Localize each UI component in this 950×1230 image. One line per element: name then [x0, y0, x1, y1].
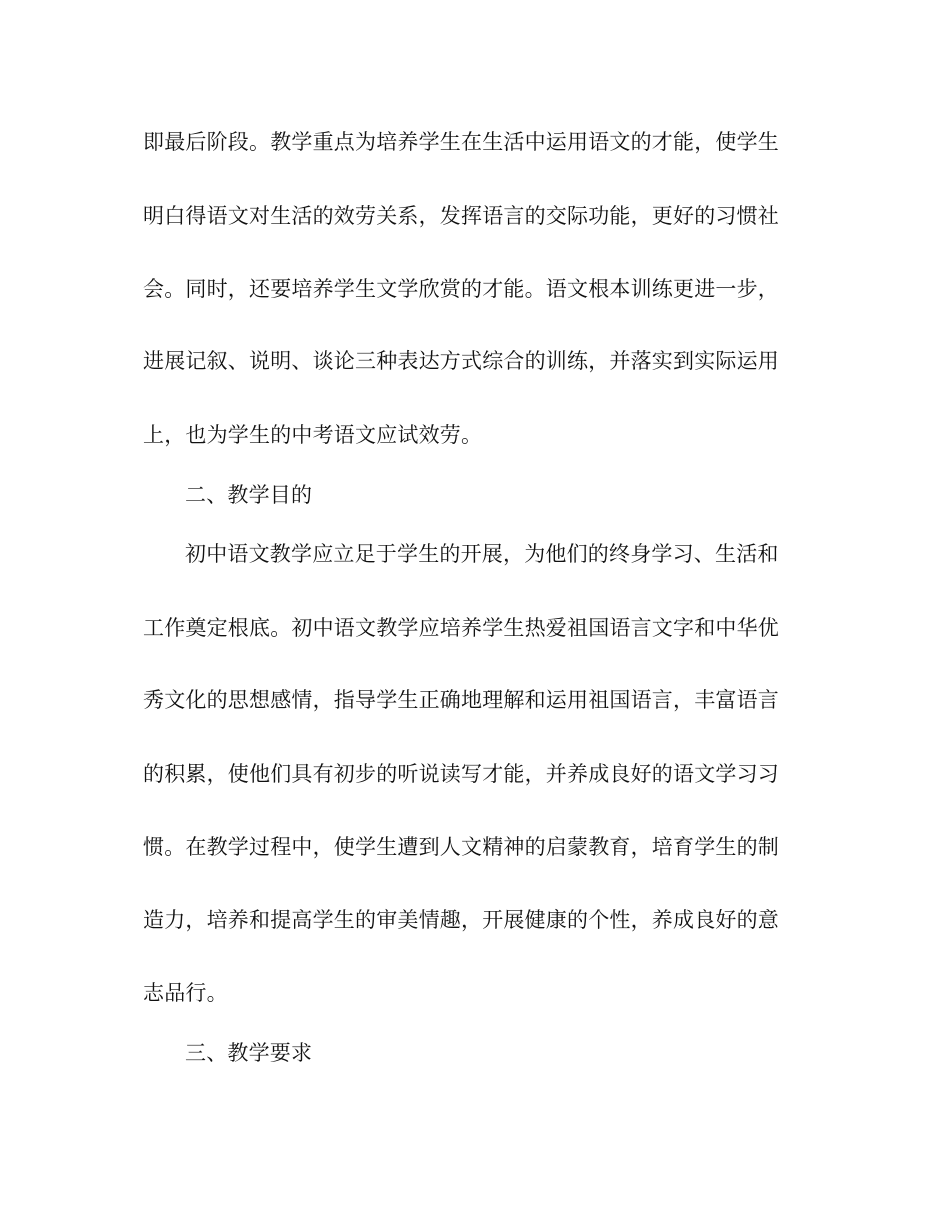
paragraph-line: 惯。在教学过程中，使学生遭到人文精神的启蒙教育，培育学生的制 — [143, 835, 779, 859]
paragraph-line: 志品行。 — [143, 981, 228, 1005]
paragraph-line: 进展记叙、说明、谈论三种表达方式综合的训练，并落实到实际运用 — [143, 349, 779, 373]
paragraph-line: 工作奠定根底。初中语文教学应培养学生热爱祖国语言文字和中华优 — [143, 616, 779, 640]
paragraph-line: 秀文化的思想感情，指导学生正确地理解和运用祖国语言，丰富语言 — [143, 688, 779, 712]
paragraph-line: 初中语文教学应立足于学生的开展，为他们的终身学习、生活和 — [185, 542, 779, 566]
paragraph-line: 明白得语文对生活的效劳关系，发挥语言的交际功能，更好的习惯社 — [143, 204, 779, 228]
section-heading: 二、教学目的 — [185, 483, 313, 507]
paragraph-line: 即最后阶段。教学重点为培养学生在生活中运用语文的才能，使学生 — [143, 130, 779, 154]
paragraph-line: 会。同时，还要培养学生文学欣赏的才能。语文根本训练更进一步， — [143, 277, 779, 301]
paragraph-line: 的积累，使他们具有初步的听说读写才能，并养成良好的语文学习习 — [143, 762, 779, 786]
paragraph-line: 上，也为学生的中考语文应试效劳。 — [143, 423, 483, 447]
section-heading: 三、教学要求 — [185, 1041, 313, 1065]
paragraph-line: 造力，培养和提高学生的审美情趣，开展健康的个性，养成良好的意 — [143, 908, 779, 932]
